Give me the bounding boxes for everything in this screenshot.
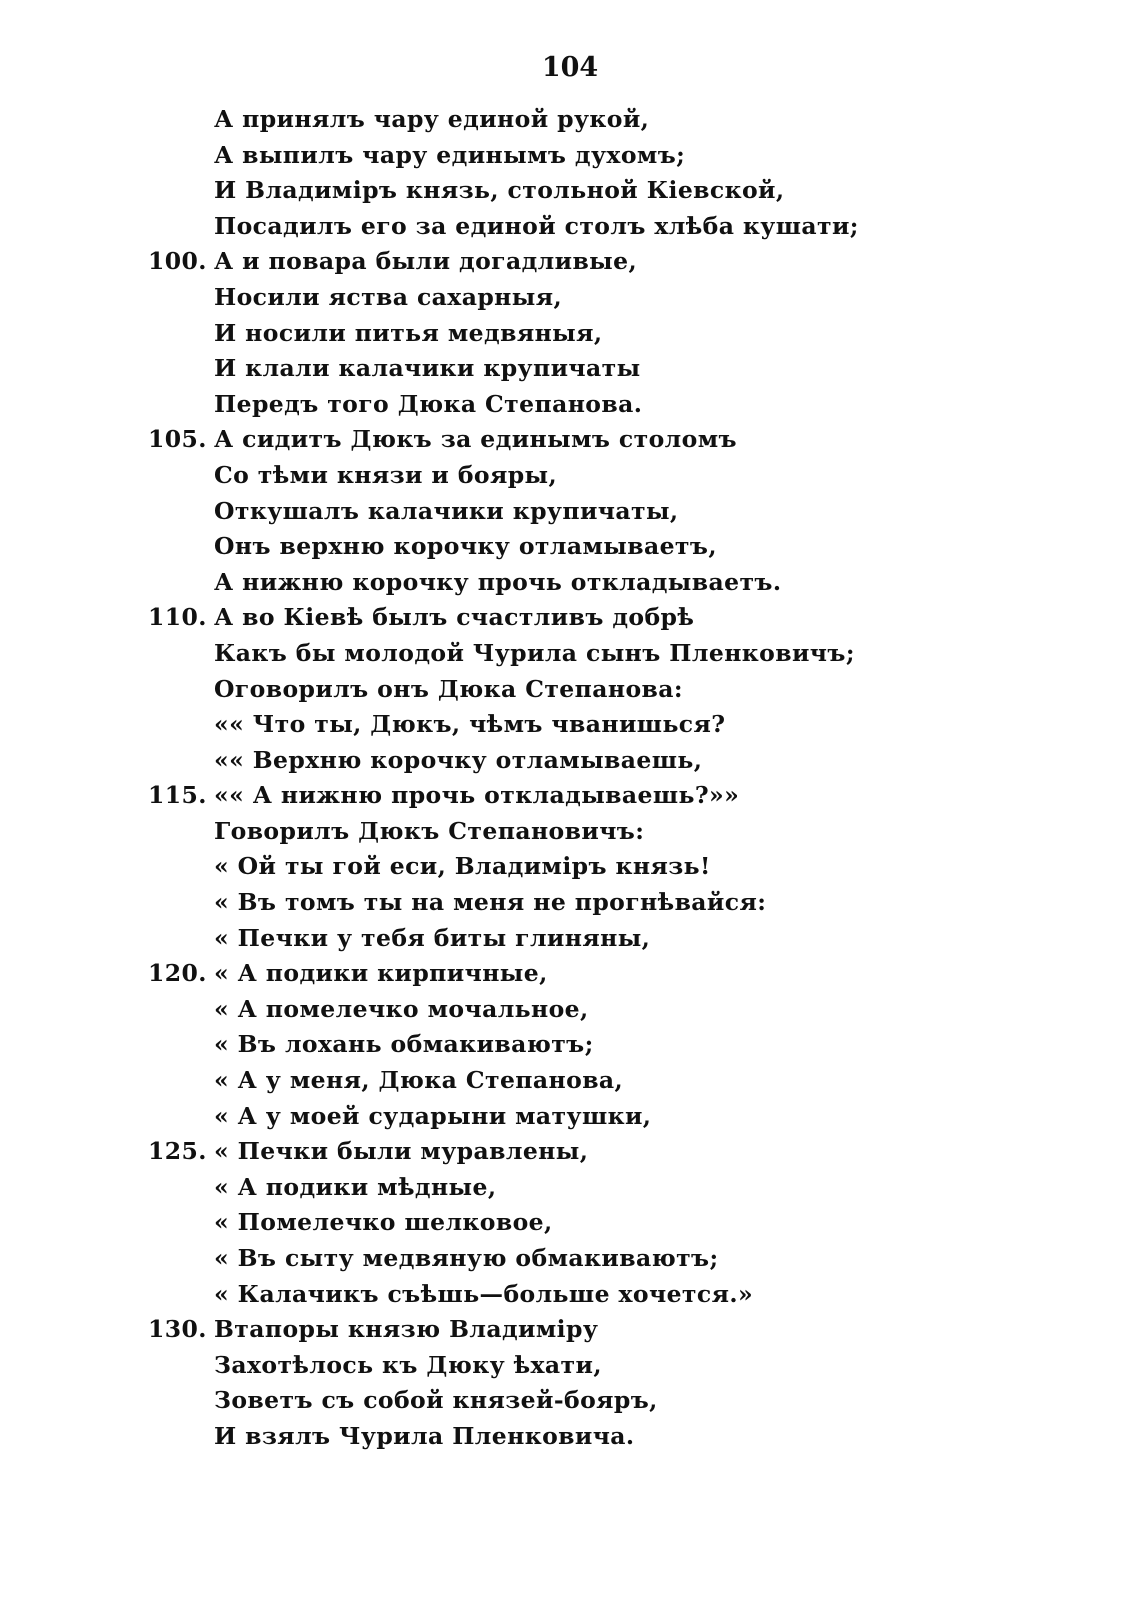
- verse-line: [0, 1277, 1140, 1313]
- verse-text: Какъ бы молодой Чурила сынъ Пленковичъ;: [214, 638, 855, 667]
- verse-text: А сидитъ Дюкъ за единымъ столомъ: [214, 425, 737, 454]
- verse-text: Зоветъ съ собой князей-бояръ,: [214, 1386, 658, 1415]
- page-number: 104: [541, 52, 599, 83]
- verse-line: [0, 672, 1140, 708]
- line-number: 100.: [148, 247, 207, 276]
- verse-text: И взялъ Чурила Пленковича.: [214, 1421, 635, 1450]
- verse-text: « Печки у тебя биты глиняны,: [214, 923, 651, 952]
- verse-text: Онъ верхню корочку отламываетъ,: [214, 532, 717, 561]
- verse-line: [0, 1205, 1140, 1241]
- verse-line: [0, 458, 1140, 494]
- verse-line: [0, 1063, 1140, 1099]
- verse-line: [0, 1383, 1140, 1419]
- line-number: 130.: [148, 1315, 207, 1344]
- verse-text: « Ой ты гой еси, Владиміръ князь!: [214, 852, 711, 881]
- verse-text: « А у моей сударыни матушки,: [214, 1101, 652, 1130]
- verse-text: И Владиміръ князь, стольной Кіевской,: [214, 176, 785, 205]
- verse-text: « А подики мѣдные,: [214, 1172, 497, 1201]
- verse-text: « Въ сыту медвяную обмакиваютъ;: [214, 1244, 719, 1272]
- verse-line: [0, 1312, 1140, 1348]
- verse-text: Втапоры князю Владиміру: [214, 1315, 599, 1344]
- verse-line: [0, 1241, 1140, 1277]
- verse-text: Со тѣми князи и бояры,: [214, 460, 558, 489]
- verse-line: [0, 387, 1140, 423]
- verse-text: « А подики кирпичные,: [214, 959, 548, 988]
- verse-line: [0, 1419, 1140, 1455]
- poem-lines: [0, 102, 1140, 1455]
- verse-text: « А у меня, Дюка Степанова,: [214, 1066, 624, 1095]
- verse-line: [0, 422, 1140, 458]
- verse-line: [0, 529, 1140, 565]
- verse-text: « Въ томъ ты на меня не прогнѣвайся:: [214, 888, 767, 917]
- verse-line: [0, 1099, 1140, 1135]
- verse-line: [0, 1170, 1140, 1206]
- verse-line: [0, 280, 1140, 316]
- verse-text: Говорилъ Дюкъ Степановичъ:: [214, 816, 645, 845]
- verse-text: Носили яства сахарныя,: [214, 282, 563, 311]
- verse-text: Откушалъ калачики крупичаты,: [214, 496, 679, 525]
- verse-line: [0, 138, 1140, 174]
- verse-text: И носили питья медвяныя,: [214, 318, 603, 347]
- verse-text: А выпилъ чару единымъ духомъ;: [214, 140, 686, 169]
- verse-text: «« Верхню корочку отламываешь,: [214, 745, 703, 774]
- verse-line: [0, 885, 1140, 921]
- verse-text: А во Кіевѣ былъ счастливъ добрѣ: [214, 603, 695, 632]
- line-number: 125.: [148, 1137, 207, 1166]
- verse-line: [0, 814, 1140, 850]
- verse-line: [0, 921, 1140, 957]
- verse-line: [0, 707, 1140, 743]
- verse-line: [0, 244, 1140, 280]
- verse-text: И клали калачики крупичаты: [214, 354, 641, 383]
- verse-line: [0, 778, 1140, 814]
- verse-line: [0, 565, 1140, 601]
- line-number: 120.: [148, 959, 207, 988]
- verse-line: [0, 1134, 1140, 1170]
- verse-text: А принялъ чару единой рукой,: [214, 105, 650, 133]
- verse-text: « Помелечко шелковое,: [214, 1208, 553, 1237]
- verse-line: [0, 956, 1140, 992]
- line-number: 105.: [148, 425, 207, 454]
- verse-text: Захотѣлось къ Дюку ѣхати,: [214, 1350, 602, 1379]
- verse-text: Передъ того Дюка Степанова.: [214, 389, 643, 418]
- verse-line: [0, 992, 1140, 1028]
- verse-text: « Калачикъ съѣшь—больше хочется.»: [214, 1279, 754, 1308]
- verse-text: « Печки были муравлены,: [214, 1137, 589, 1166]
- line-number: 115.: [148, 781, 207, 810]
- verse-text: « А помелечко мочальное,: [214, 994, 589, 1023]
- verse-text: А нижню корочку прочь откладываетъ.: [214, 567, 782, 596]
- verse-text: «« А нижню прочь откладываешь?»»: [214, 781, 740, 810]
- line-number: 110.: [148, 603, 207, 632]
- verse-line: [0, 351, 1140, 387]
- verse-text: Посадилъ его за единой столъ хлѣба кушати;: [214, 211, 859, 240]
- verse-line: [0, 102, 1140, 138]
- verse-line: [0, 494, 1140, 530]
- verse-line: [0, 636, 1140, 672]
- verse-text: А и повара были догадливые,: [214, 247, 638, 276]
- verse-line: [0, 743, 1140, 779]
- verse-line: [0, 849, 1140, 885]
- verse-line: [0, 1027, 1140, 1063]
- verse-line: [0, 209, 1140, 245]
- verse-line: [0, 600, 1140, 636]
- verse-line: [0, 316, 1140, 352]
- verse-text: « Въ лохань обмакиваютъ;: [214, 1030, 594, 1059]
- verse-line: [0, 173, 1140, 209]
- verse-line: [0, 1348, 1140, 1384]
- verse-text: «« Что ты, Дюкъ, чѣмъ чванишься?: [214, 710, 726, 739]
- verse-text: Оговорилъ онъ Дюка Степанова:: [214, 674, 683, 703]
